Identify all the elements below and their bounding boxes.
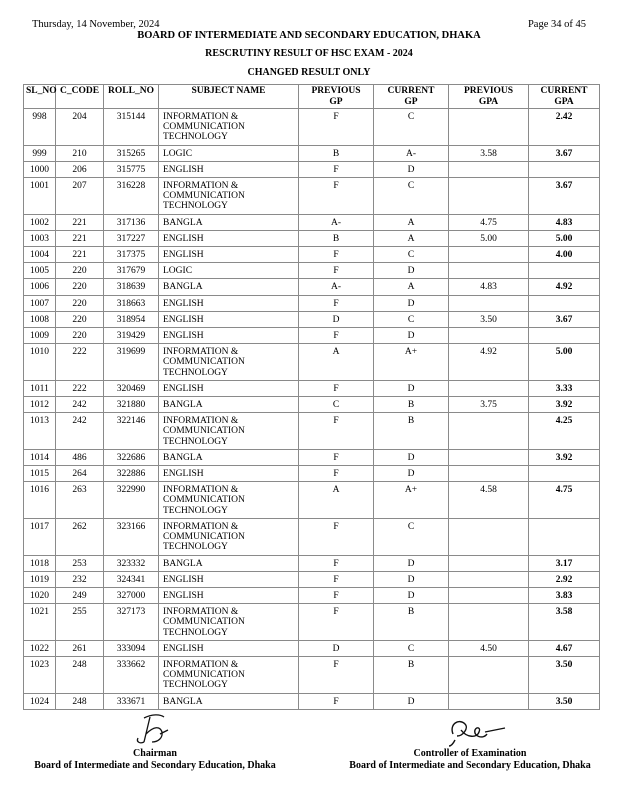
previous-gpa-cell: 4.92: [449, 344, 529, 381]
previous-gpa-cell: 3.75: [449, 397, 529, 413]
sl-no-cell: 1004: [24, 247, 56, 263]
current-gpa-cell: [529, 295, 600, 311]
previous-gpa-cell: [449, 109, 529, 146]
previous-gpa-cell: 4.58: [449, 482, 529, 519]
document-subtitle: CHANGED RESULT ONLY: [247, 67, 371, 78]
current-gp-cell: C: [374, 247, 449, 263]
current-gpa-cell: [529, 328, 600, 344]
table-row: [24, 555, 600, 571]
subject-name-cell: INFORMATION & COMMUNICATION TECHNOLOGY: [159, 413, 299, 450]
previous-gpa-cell: [449, 518, 529, 555]
current-gpa-cell: 4.00: [529, 247, 600, 263]
current-gp-cell: A: [374, 230, 449, 246]
previous-gp-cell: F: [299, 161, 374, 177]
previous-gpa-cell: 4.75: [449, 214, 529, 230]
current-gpa-cell: [529, 466, 600, 482]
current-gp-cell: C: [374, 640, 449, 656]
current-gpa-cell: 3.50: [529, 656, 600, 693]
previous-gpa-cell: [449, 449, 529, 465]
previous-gpa-cell: 5.00: [449, 230, 529, 246]
column-header: SL_NO: [24, 85, 56, 109]
previous-gp-cell: C: [299, 397, 374, 413]
subject-name-cell: ENGLISH: [159, 161, 299, 177]
c-code-cell: 242: [56, 397, 104, 413]
sl-no-cell: 1010: [24, 344, 56, 381]
sl-no-cell: 998: [24, 109, 56, 146]
current-gp-cell: D: [374, 161, 449, 177]
c-code-cell: 222: [56, 380, 104, 396]
current-gp-cell: B: [374, 604, 449, 641]
results-table: [23, 84, 600, 710]
controller-organization: Board of Intermediate and Secondary Education, Dhaka: [349, 760, 591, 771]
previous-gpa-cell: [449, 693, 529, 709]
sl-no-cell: 1002: [24, 214, 56, 230]
c-code-cell: 220: [56, 328, 104, 344]
roll-no-cell: 322886: [104, 466, 159, 482]
current-gpa-cell: 3.92: [529, 397, 600, 413]
roll-no-cell: 322686: [104, 449, 159, 465]
current-gp-cell: C: [374, 178, 449, 215]
table-header-row: [24, 85, 600, 109]
sl-no-cell: 1012: [24, 397, 56, 413]
current-gp-cell: B: [374, 413, 449, 450]
current-gpa-cell: 4.83: [529, 214, 600, 230]
previous-gp-cell: B: [299, 145, 374, 161]
subject-name-cell: INFORMATION & COMMUNICATION TECHNOLOGY: [159, 656, 299, 693]
table-row: [24, 279, 600, 295]
table-row: [24, 397, 600, 413]
c-code-cell: 210: [56, 145, 104, 161]
previous-gp-cell: F: [299, 263, 374, 279]
table-row: [24, 295, 600, 311]
column-header: CURRENT GP: [374, 85, 449, 109]
previous-gpa-cell: [449, 571, 529, 587]
c-code-cell: 204: [56, 109, 104, 146]
roll-no-cell: 318663: [104, 295, 159, 311]
current-gpa-cell: [529, 263, 600, 279]
sl-no-cell: 1017: [24, 518, 56, 555]
current-gpa-cell: 3.17: [529, 555, 600, 571]
roll-no-cell: 317136: [104, 214, 159, 230]
sl-no-cell: 1011: [24, 380, 56, 396]
current-gp-cell: D: [374, 449, 449, 465]
previous-gp-cell: F: [299, 328, 374, 344]
roll-no-cell: 315775: [104, 161, 159, 177]
chairman-title: Chairman: [133, 748, 177, 759]
c-code-cell: 232: [56, 571, 104, 587]
header-date: Thursday, 14 November, 2024: [32, 19, 160, 30]
subject-name-cell: BANGLA: [159, 279, 299, 295]
c-code-cell: 220: [56, 295, 104, 311]
roll-no-cell: 318639: [104, 279, 159, 295]
current-gpa-cell: [529, 518, 600, 555]
roll-no-cell: 327000: [104, 587, 159, 603]
table-row: [24, 178, 600, 215]
previous-gpa-cell: [449, 161, 529, 177]
table-row: [24, 640, 600, 656]
table-row: [24, 263, 600, 279]
table-row: [24, 214, 600, 230]
current-gpa-cell: 5.00: [529, 230, 600, 246]
previous-gp-cell: D: [299, 311, 374, 327]
current-gp-cell: A: [374, 214, 449, 230]
table-row: [24, 344, 600, 381]
current-gp-cell: B: [374, 397, 449, 413]
c-code-cell: 242: [56, 413, 104, 450]
table-row: [24, 328, 600, 344]
current-gpa-cell: 3.92: [529, 449, 600, 465]
previous-gp-cell: F: [299, 571, 374, 587]
current-gp-cell: D: [374, 295, 449, 311]
previous-gpa-cell: [449, 328, 529, 344]
roll-no-cell: 323166: [104, 518, 159, 555]
previous-gpa-cell: [449, 178, 529, 215]
column-header: CURRENT GPA: [529, 85, 600, 109]
subject-name-cell: ENGLISH: [159, 380, 299, 396]
sl-no-cell: 1018: [24, 555, 56, 571]
roll-no-cell: 322146: [104, 413, 159, 450]
table-row: [24, 482, 600, 519]
sl-no-cell: 1016: [24, 482, 56, 519]
roll-no-cell: 323332: [104, 555, 159, 571]
table-row: [24, 145, 600, 161]
subject-name-cell: INFORMATION & COMMUNICATION TECHNOLOGY: [159, 344, 299, 381]
current-gpa-cell: 3.67: [529, 178, 600, 215]
current-gpa-cell: 2.92: [529, 571, 600, 587]
table-row: [24, 466, 600, 482]
current-gpa-cell: 3.67: [529, 311, 600, 327]
previous-gpa-cell: 3.50: [449, 311, 529, 327]
previous-gp-cell: F: [299, 587, 374, 603]
document-title: RESCRUTINY RESULT OF HSC EXAM - 2024: [205, 48, 413, 59]
current-gp-cell: C: [374, 109, 449, 146]
roll-no-cell: 327173: [104, 604, 159, 641]
current-gp-cell: C: [374, 518, 449, 555]
subject-name-cell: LOGIC: [159, 145, 299, 161]
sl-no-cell: 1015: [24, 466, 56, 482]
subject-name-cell: ENGLISH: [159, 230, 299, 246]
sl-no-cell: 999: [24, 145, 56, 161]
roll-no-cell: 317679: [104, 263, 159, 279]
subject-name-cell: BANGLA: [159, 449, 299, 465]
current-gp-cell: B: [374, 656, 449, 693]
current-gp-cell: D: [374, 555, 449, 571]
previous-gpa-cell: [449, 604, 529, 641]
table-row: [24, 587, 600, 603]
previous-gpa-cell: [449, 656, 529, 693]
sl-no-cell: 1021: [24, 604, 56, 641]
previous-gp-cell: B: [299, 230, 374, 246]
current-gpa-cell: 4.92: [529, 279, 600, 295]
current-gpa-cell: 4.75: [529, 482, 600, 519]
subject-name-cell: INFORMATION & COMMUNICATION TECHNOLOGY: [159, 109, 299, 146]
roll-no-cell: 317227: [104, 230, 159, 246]
sl-no-cell: 1020: [24, 587, 56, 603]
current-gpa-cell: [529, 161, 600, 177]
c-code-cell: 255: [56, 604, 104, 641]
roll-no-cell: 324341: [104, 571, 159, 587]
previous-gp-cell: F: [299, 380, 374, 396]
c-code-cell: 207: [56, 178, 104, 215]
sl-no-cell: 1013: [24, 413, 56, 450]
table-body: [24, 109, 600, 710]
c-code-cell: 206: [56, 161, 104, 177]
table-row: [24, 311, 600, 327]
subject-name-cell: ENGLISH: [159, 640, 299, 656]
table-row: [24, 230, 600, 246]
c-code-cell: 248: [56, 656, 104, 693]
sl-no-cell: 1022: [24, 640, 56, 656]
current-gp-cell: A: [374, 279, 449, 295]
roll-no-cell: 316228: [104, 178, 159, 215]
previous-gp-cell: A: [299, 344, 374, 381]
previous-gp-cell: A-: [299, 214, 374, 230]
current-gp-cell: A+: [374, 344, 449, 381]
current-gp-cell: C: [374, 311, 449, 327]
roll-no-cell: 333671: [104, 693, 159, 709]
current-gpa-cell: 4.25: [529, 413, 600, 450]
table-row: [24, 518, 600, 555]
subject-name-cell: BANGLA: [159, 555, 299, 571]
current-gp-cell: D: [374, 380, 449, 396]
previous-gpa-cell: 4.83: [449, 279, 529, 295]
previous-gp-cell: F: [299, 247, 374, 263]
c-code-cell: 253: [56, 555, 104, 571]
previous-gp-cell: F: [299, 109, 374, 146]
c-code-cell: 262: [56, 518, 104, 555]
c-code-cell: 220: [56, 263, 104, 279]
subject-name-cell: BANGLA: [159, 397, 299, 413]
c-code-cell: 249: [56, 587, 104, 603]
column-header: SUBJECT NAME: [159, 85, 299, 109]
current-gpa-cell: 2.42: [529, 109, 600, 146]
table-row: [24, 604, 600, 641]
chairman-signature-image: [130, 712, 180, 748]
previous-gp-cell: D: [299, 640, 374, 656]
previous-gp-cell: F: [299, 656, 374, 693]
subject-name-cell: ENGLISH: [159, 328, 299, 344]
subject-name-cell: ENGLISH: [159, 587, 299, 603]
previous-gp-cell: F: [299, 295, 374, 311]
c-code-cell: 220: [56, 279, 104, 295]
table-row: [24, 693, 600, 709]
subject-name-cell: ENGLISH: [159, 295, 299, 311]
subject-name-cell: ENGLISH: [159, 311, 299, 327]
sl-no-cell: 1007: [24, 295, 56, 311]
column-header: C_CODE: [56, 85, 104, 109]
controller-title: Controller of Examination: [413, 748, 527, 759]
previous-gpa-cell: [449, 555, 529, 571]
table-row: [24, 413, 600, 450]
sl-no-cell: 1003: [24, 230, 56, 246]
sl-no-cell: 1024: [24, 693, 56, 709]
chairman-organization: Board of Intermediate and Secondary Education, Dhaka: [34, 760, 276, 771]
previous-gpa-cell: [449, 413, 529, 450]
current-gp-cell: A-: [374, 145, 449, 161]
current-gpa-cell: 3.67: [529, 145, 600, 161]
table-row: [24, 109, 600, 146]
previous-gp-cell: F: [299, 466, 374, 482]
c-code-cell: 486: [56, 449, 104, 465]
column-header: PREVIOUS GP: [299, 85, 374, 109]
current-gp-cell: D: [374, 328, 449, 344]
table-row: [24, 656, 600, 693]
current-gpa-cell: 3.50: [529, 693, 600, 709]
subject-name-cell: INFORMATION & COMMUNICATION TECHNOLOGY: [159, 604, 299, 641]
previous-gpa-cell: 3.58: [449, 145, 529, 161]
sl-no-cell: 1023: [24, 656, 56, 693]
table-row: [24, 571, 600, 587]
table-row: [24, 247, 600, 263]
previous-gpa-cell: [449, 247, 529, 263]
table-row: [24, 449, 600, 465]
c-code-cell: 248: [56, 693, 104, 709]
roll-no-cell: 319699: [104, 344, 159, 381]
subject-name-cell: BANGLA: [159, 693, 299, 709]
current-gp-cell: D: [374, 263, 449, 279]
previous-gpa-cell: [449, 466, 529, 482]
subject-name-cell: INFORMATION & COMMUNICATION TECHNOLOGY: [159, 518, 299, 555]
board-name: BOARD OF INTERMEDIATE AND SECONDARY EDUCATION, DHAKA: [137, 30, 481, 41]
previous-gp-cell: F: [299, 178, 374, 215]
sl-no-cell: 1001: [24, 178, 56, 215]
roll-no-cell: 333662: [104, 656, 159, 693]
previous-gp-cell: F: [299, 449, 374, 465]
roll-no-cell: 315144: [104, 109, 159, 146]
previous-gp-cell: A: [299, 482, 374, 519]
previous-gp-cell: F: [299, 604, 374, 641]
c-code-cell: 220: [56, 311, 104, 327]
roll-no-cell: 321880: [104, 397, 159, 413]
header-page-number: Page 34 of 45: [527, 19, 586, 30]
table-row: [24, 380, 600, 396]
previous-gp-cell: F: [299, 555, 374, 571]
previous-gp-cell: F: [299, 413, 374, 450]
roll-no-cell: 315265: [104, 145, 159, 161]
roll-no-cell: 333094: [104, 640, 159, 656]
roll-no-cell: 322990: [104, 482, 159, 519]
previous-gp-cell: A-: [299, 279, 374, 295]
previous-gp-cell: F: [299, 518, 374, 555]
subject-name-cell: LOGIC: [159, 263, 299, 279]
roll-no-cell: 319429: [104, 328, 159, 344]
roll-no-cell: 317375: [104, 247, 159, 263]
current-gp-cell: A+: [374, 482, 449, 519]
c-code-cell: 264: [56, 466, 104, 482]
sl-no-cell: 1008: [24, 311, 56, 327]
current-gp-cell: D: [374, 587, 449, 603]
previous-gpa-cell: [449, 380, 529, 396]
sl-no-cell: 1014: [24, 449, 56, 465]
current-gp-cell: D: [374, 466, 449, 482]
column-header: PREVIOUS GPA: [449, 85, 529, 109]
subject-name-cell: ENGLISH: [159, 571, 299, 587]
previous-gpa-cell: [449, 263, 529, 279]
c-code-cell: 261: [56, 640, 104, 656]
sl-no-cell: 1000: [24, 161, 56, 177]
current-gpa-cell: 3.58: [529, 604, 600, 641]
previous-gpa-cell: 4.50: [449, 640, 529, 656]
c-code-cell: 263: [56, 482, 104, 519]
current-gp-cell: D: [374, 693, 449, 709]
c-code-cell: 221: [56, 247, 104, 263]
current-gpa-cell: 3.83: [529, 587, 600, 603]
sl-no-cell: 1009: [24, 328, 56, 344]
sl-no-cell: 1006: [24, 279, 56, 295]
sl-no-cell: 1005: [24, 263, 56, 279]
current-gpa-cell: 3.33: [529, 380, 600, 396]
previous-gpa-cell: [449, 295, 529, 311]
roll-no-cell: 318954: [104, 311, 159, 327]
current-gpa-cell: 4.67: [529, 640, 600, 656]
previous-gpa-cell: [449, 587, 529, 603]
c-code-cell: 221: [56, 214, 104, 230]
c-code-cell: 221: [56, 230, 104, 246]
subject-name-cell: ENGLISH: [159, 466, 299, 482]
column-header: ROLL_NO: [104, 85, 159, 109]
subject-name-cell: BANGLA: [159, 214, 299, 230]
c-code-cell: 222: [56, 344, 104, 381]
current-gp-cell: D: [374, 571, 449, 587]
roll-no-cell: 320469: [104, 380, 159, 396]
sl-no-cell: 1019: [24, 571, 56, 587]
controller-signature-image: [447, 714, 507, 748]
subject-name-cell: INFORMATION & COMMUNICATION TECHNOLOGY: [159, 178, 299, 215]
current-gpa-cell: 5.00: [529, 344, 600, 381]
subject-name-cell: ENGLISH: [159, 247, 299, 263]
previous-gp-cell: F: [299, 693, 374, 709]
table-row: [24, 161, 600, 177]
subject-name-cell: INFORMATION & COMMUNICATION TECHNOLOGY: [159, 482, 299, 519]
